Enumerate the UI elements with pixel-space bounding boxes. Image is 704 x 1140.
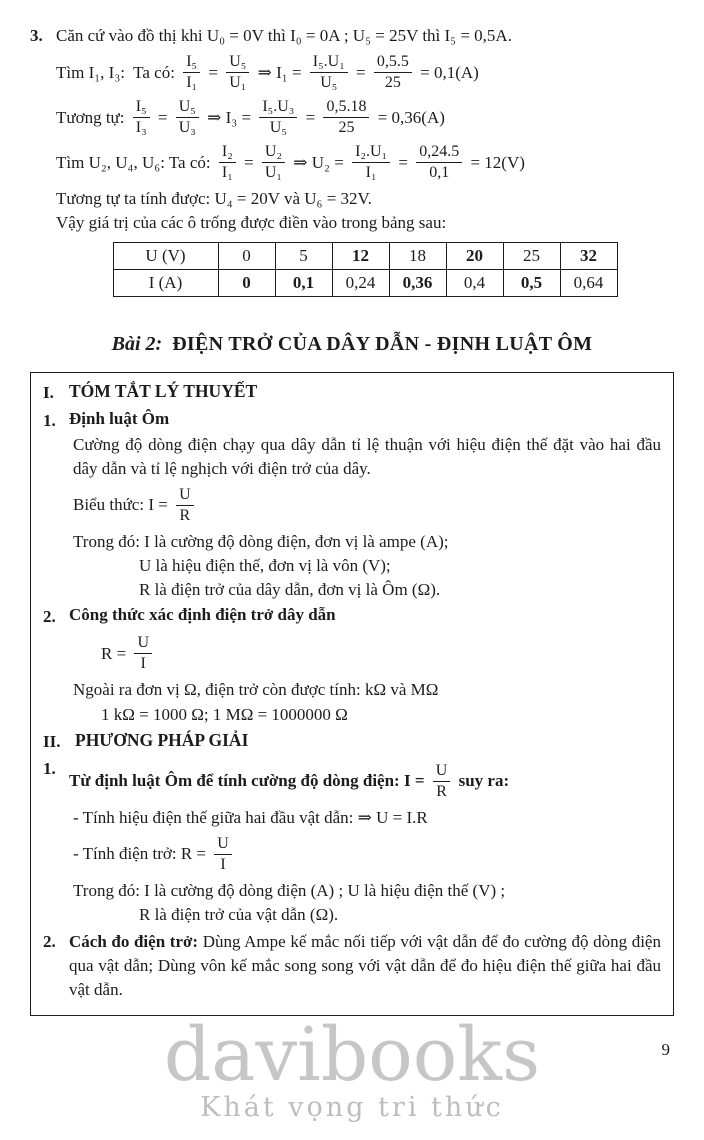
method-1-sub-a: - Tính hiệu điện thế giữa hai đầu vật dẫn: ⇒ U = I.R	[73, 807, 428, 827]
method-1-number: 1.	[43, 758, 56, 778]
item-1-title: Định luật Ôm	[69, 408, 170, 428]
where-1-line-2: U là hiệu điện thế, đơn vị là vôn (V);	[139, 556, 391, 575]
text: Tìm U₂, U₄, U₆: Ta có:	[56, 152, 215, 172]
where-1-line-1: Trong đó: I là cường độ dòng điện, đơn vị là ampe (A);	[73, 531, 449, 551]
item-2-heading	[43, 605, 661, 629]
formula-i-equals-u-over-r	[73, 485, 661, 526]
calc-line-i1-i3	[56, 52, 674, 93]
section-2-title: PHƯƠNG PHÁP GIẢI	[75, 729, 249, 750]
calc-line-u	[56, 142, 674, 183]
where-2-line-2: R là điện trở của vật dẫn (Ω).	[139, 905, 339, 924]
item-1-number: 1.	[43, 410, 56, 430]
where-2-line-1: Trong đó: I là cường độ dòng điện (A) ; U là hiệu điện thế (V) ;	[73, 880, 506, 900]
where-1-line-3: R là điện trở của dây dẫn, đơn vị là Ôm (Ω).	[139, 580, 441, 600]
fraction: $\frac{U}{I}$	[134, 633, 152, 674]
section-2-number: II.	[43, 731, 61, 751]
text: Dùng Ampe kế mắc nối tiếp với vật dẫn để đo cường độ dòng điện qua vật dẫn; Dùng vôn kế mắc song song với vật dẫn để đo hiệu điện thế giữa hai đầu vật dẫn.	[69, 932, 661, 1000]
formula-r-equals-u-over-i	[101, 633, 661, 674]
text: =	[351, 62, 370, 82]
text: =	[204, 62, 223, 82]
text: =	[394, 152, 413, 172]
lesson-title: ĐIỆN TRỞ CỦA DÂY DẪN - ĐỊNH LUẬT ÔM	[172, 333, 593, 356]
calc-line-i3	[56, 97, 674, 138]
table-cell: 5	[275, 243, 332, 270]
text: ⇒ U₂ =	[289, 152, 349, 172]
method-1-sub-b	[73, 834, 661, 875]
watermark-logo: davibooks	[163, 1012, 541, 1098]
bold-text: suy ra:	[454, 771, 510, 791]
fraction: $\frac{\text{I₅.U₁}}{\text{U₅}}$	[310, 52, 348, 93]
text: = 12(V)	[466, 152, 525, 172]
watermark	[0, 1012, 704, 1123]
table-cell: 18	[389, 243, 446, 270]
section-2-heading	[43, 730, 661, 754]
item-2-title: Công thức xác định điện trở dây dẫn	[69, 605, 336, 625]
watermark-tagline: Khát vọng tri thức	[200, 1092, 504, 1123]
table-cell: 0,24	[332, 270, 389, 297]
table-cell: 0,5	[503, 270, 560, 297]
ohm-law-statement: Cường độ dòng điện chạy qua dây dẫn tỉ lệ thuận với hiệu điện thế đặt vào hai đầu dây dẫn và tỉ lệ nghịch với điện trở của dây.	[73, 434, 661, 478]
bold-text: Cách đo điện trở:	[69, 932, 203, 952]
method-2-line	[69, 930, 661, 1002]
fraction: $\frac{\text{I₂.U₁}}{\text{I₁}}$	[352, 142, 390, 183]
table-cell: 32	[560, 243, 617, 270]
text: Biểu thức: I =	[73, 495, 173, 515]
table-cell: 0	[218, 243, 275, 270]
text: =	[153, 107, 172, 127]
fraction: $\frac{U}{R}$	[176, 485, 194, 526]
similar-result-line: Tương tự ta tính được: U₄ = 20V và U₆ = 32V.	[56, 189, 372, 209]
fraction: $\frac{\text{I₅.U₃}}{\text{U₅}}$	[259, 97, 297, 138]
method-1-line	[69, 761, 661, 802]
table-cell: 20	[446, 243, 503, 270]
text: ⇒ I₃ =	[202, 107, 256, 127]
text: = 0,36(A)	[373, 107, 445, 127]
table-cell: 25	[503, 243, 560, 270]
text: = 0,1(A)	[415, 62, 479, 82]
method-1	[43, 757, 661, 806]
table-cell: 12	[332, 243, 389, 270]
text: Tìm I₁, I₃: Ta có:	[56, 62, 180, 82]
item-1-heading	[43, 409, 661, 433]
fraction: $\frac{\text{U₅}}{\text{U₃}}$	[176, 97, 199, 138]
unit-note-2: 1 kΩ = 1000 Ω; 1 MΩ = 1000000 Ω	[101, 704, 348, 724]
text: =	[239, 152, 258, 172]
method-2-number: 2.	[43, 932, 56, 952]
table-cell: 0,36	[389, 270, 446, 297]
table-row-i	[113, 270, 617, 297]
fraction: $\frac{0,5.18}{25}$	[323, 97, 369, 138]
text: R =	[101, 643, 131, 663]
unit-note-1: Ngoài ra đơn vị Ω, điện trở còn được tính: kΩ và MΩ	[73, 680, 439, 700]
table-cell: U (V)	[113, 243, 218, 270]
table-row-u	[113, 243, 617, 270]
table-cell: 0,64	[560, 270, 617, 297]
problem-3	[30, 24, 674, 297]
fraction: $\frac{0,5.5}{25}$	[374, 52, 412, 93]
table-cell: 0,1	[275, 270, 332, 297]
table-cell: 0	[218, 270, 275, 297]
method-2	[43, 930, 661, 1002]
table-intro-line: Vậy giá trị của các ô trống được điền vào trong bảng sau:	[56, 213, 447, 233]
fraction: $\frac{\text{I₂}}{\text{I₁}}$	[219, 142, 236, 183]
fraction: $\frac{\text{U₂}}{\text{U₁}}$	[262, 142, 285, 183]
bold-text: Từ định luật Ôm để tính cường độ dòng điện: I =	[69, 771, 429, 791]
section-1-title: TÓM TẮT LÝ THUYẾT	[69, 381, 258, 402]
text: - Tính điện trở: R =	[73, 844, 211, 864]
fraction: $\frac{\text{I₅}}{\text{I₃}}$	[133, 97, 150, 138]
lesson-heading	[30, 333, 674, 356]
item-2-number: 2.	[43, 607, 56, 627]
fraction: $\frac{U}{R}$	[433, 761, 451, 802]
voltage-current-table	[113, 242, 618, 297]
text: ⇒ I₁ =	[253, 62, 306, 82]
text: =	[301, 107, 320, 127]
problem-content	[56, 24, 674, 297]
problem-number: 3.	[30, 26, 43, 45]
fraction: $\frac{\text{U₅}}{\text{U₁}}$	[226, 52, 249, 93]
table-cell: 0,4	[446, 270, 503, 297]
table-cell: I (A)	[113, 270, 218, 297]
lesson-label: Bài 2:	[111, 333, 163, 356]
page-number: 9	[661, 1040, 670, 1059]
theory-box	[30, 372, 674, 1015]
fraction: $\frac{\text{I₅}}{\text{I₁}}$	[183, 52, 200, 93]
section-1-heading	[43, 381, 661, 405]
text: Tương tự:	[56, 107, 129, 127]
section-1-number: I.	[43, 383, 54, 403]
fraction: $\frac{0,24.5}{0,1}$	[416, 142, 462, 183]
problem-intro: Căn cứ vào đồ thị khi U₀ = 0V thì I₀ = 0A ; U₅ = 25V thì I₅ = 0,5A.	[56, 26, 512, 45]
fraction: $\frac{U}{I}$	[214, 834, 232, 875]
